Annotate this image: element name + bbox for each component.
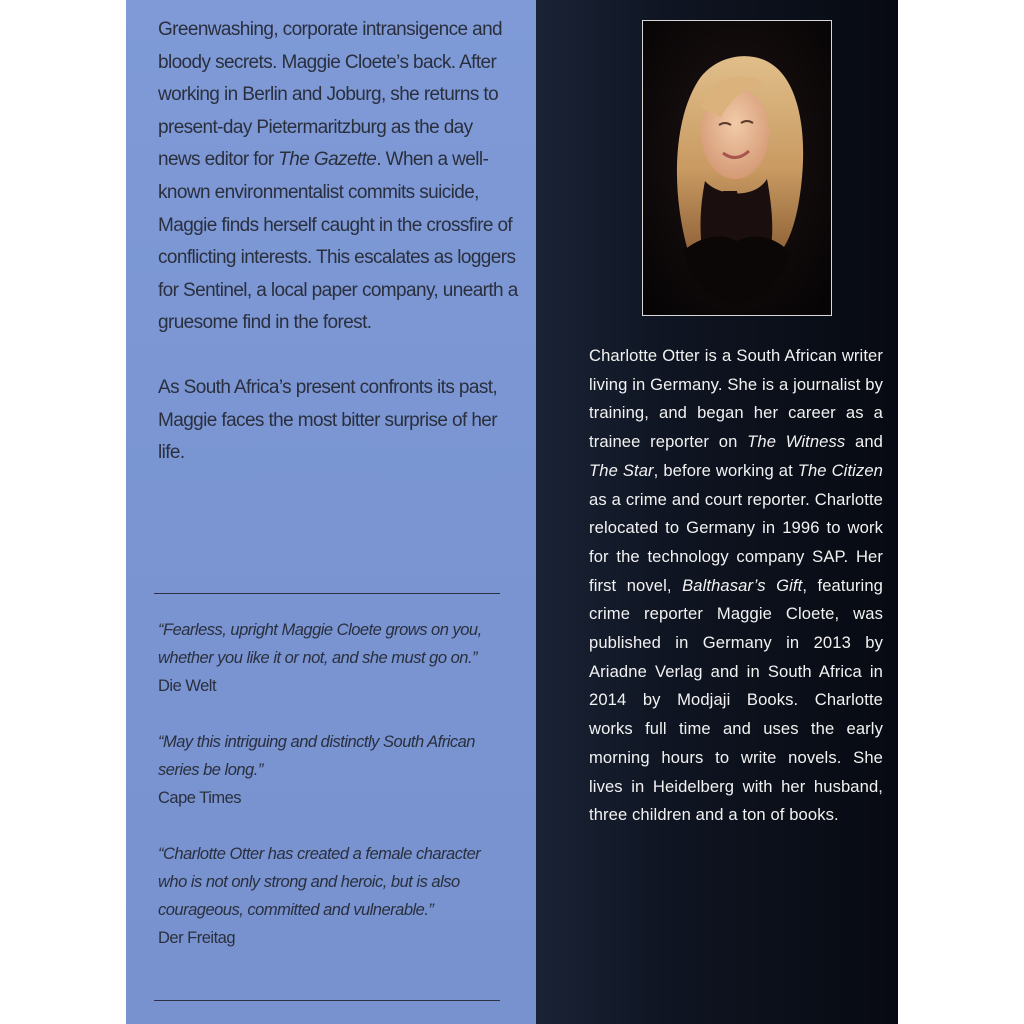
left-blue-panel — [126, 0, 536, 1024]
quote-text: “May this intriguing and distinctly South African series be long.” — [158, 733, 475, 779]
review-quotes — [158, 616, 508, 980]
star-title: The Star — [589, 460, 654, 480]
citizen-title: The Citizen — [797, 460, 883, 480]
bio-paragraph: Charlotte Otter is a South African writer living in Germany. She is a journalist by training, and began her career as a trainee reporter on The Witness and The Star, before working at The Citizen as a crime and court reporter. Charlotte relocated to Germany in 1996 to work for the technology company SAP. Her first novel, Balthasar’s Gift, featuring crime reporter Maggie Cloete, was published in Germany in 2013 by Ariadne Verlag and in South Africa in 2014 by Modjaji Books. Charlotte works full time and uses the early morning hours to write novels. She lives in Heidelberg with her husband, three children and a ton of books. — [589, 346, 883, 825]
review-quote — [158, 728, 508, 812]
divider-top — [154, 593, 500, 594]
quote-text: “Charlotte Otter has created a female character who is not only strong and heroic, but is also courageous, committed and vulnerable.” — [158, 845, 481, 919]
novel-title: Balthasar’s Gift — [682, 575, 803, 595]
divider-bottom — [154, 1000, 500, 1001]
quote-source: Cape Times — [158, 789, 242, 807]
quote-text: “Fearless, upright Maggie Cloete grows on you, whether you like it or not, and she must go on.” — [158, 621, 482, 667]
book-blurb — [158, 14, 518, 470]
witness-title: The Witness — [747, 432, 846, 452]
book-back-cover — [126, 0, 898, 1024]
blurb-paragraph-2: As South Africa’s present confronts its past, Maggie faces the most bitter surprise of her life. — [158, 376, 498, 464]
review-quote — [158, 840, 508, 952]
gazette-title: The Gazette — [278, 149, 377, 171]
author-bio — [589, 342, 883, 830]
author-photo — [642, 20, 832, 316]
quote-source: Der Freitag — [158, 929, 236, 947]
author-portrait-image — [643, 21, 830, 314]
quote-source: Die Welt — [158, 677, 217, 695]
review-quote — [158, 616, 508, 700]
blurb-paragraph-1: Greenwashing, corporate intransigence and bloody secrets. Maggie Cloete’s back. After working in Berlin and Joburg, she returns to present-day Pietermaritzburg as the day news editor for The Gazette. When a well-known environmentalist commits suicide, Maggie finds herself caught in the crossfire of conflicting interests. This escalates as loggers for Sentinel, a local paper company, unearth a gruesome find in the forest. — [158, 19, 518, 334]
